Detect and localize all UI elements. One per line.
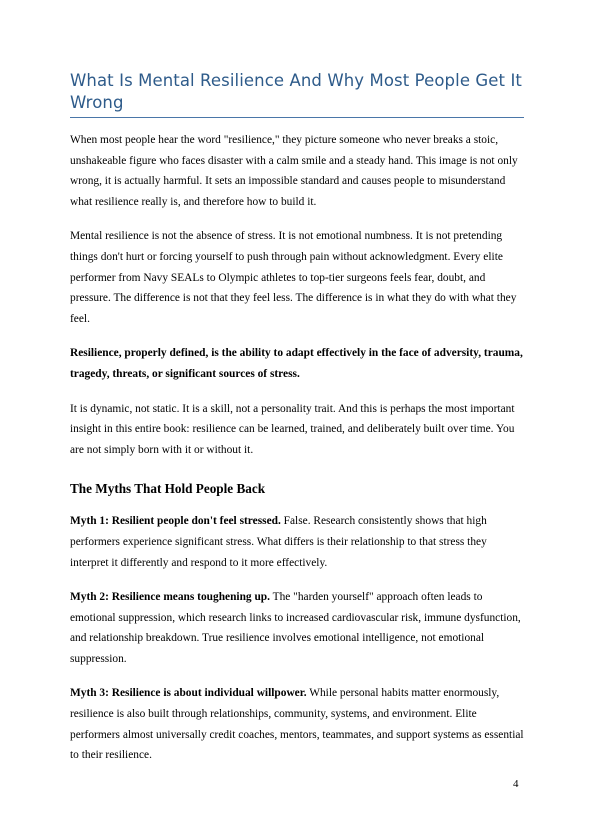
title-underline-rule: [70, 117, 524, 118]
myth-paragraph-1: [70, 511, 526, 573]
myth-2-text: The "harden yourself" approach often leads to emotional suppression, which research links to increased cardiovascular risk, immune dysfunction, and relationship breakdown. True resilience involves emotional intelligence, not emotional suppression.: [70, 591, 521, 665]
myth-1-text: False. Research consistently shows that high performers experience significant stress. What differs is their relationship to that stress they interpret it differently and respond to it more effectively.: [70, 515, 487, 569]
paragraph-not-absence: Mental resilience is not the absence of stress. It is not emotional numbness. It is not pretending things don't hurt or forcing yourself to push through pain without acknowledgment. Every elite performer from Navy SEALs to Olympic athletes to top-tier surgeons feels fear, doubt, and pressure. The difference is not that they feel less. The difference is in what they do with what they feel.: [70, 230, 517, 325]
myth-2-lead: Myth 2: Resilience means toughening up.: [70, 591, 270, 604]
myth-paragraph-2: [70, 587, 526, 669]
paragraph-intro: When most people hear the word "resilience," they picture someone who never breaks a stoic, unshakeable figure who faces disaster with a calm smile and a steady hand. This image is not only wrong, it is actually harmful. It sets an impossible standard and causes people to misunderstand what resilience really is, and therefore how to build it.: [70, 134, 518, 208]
page-number: 4: [513, 778, 519, 790]
myth-1-lead: Myth 1: Resilient people don't feel stressed.: [70, 515, 281, 528]
body-text: [70, 130, 526, 780]
section-heading: The Myths That Hold People Back: [70, 481, 266, 497]
paragraph-dynamic: It is dynamic, not static. It is a skill, not a personality trait. And this is perhaps the most important insight in this entire book: resilience can be learned, trained, and deliberately built over time. You are not simply born with it or without it.: [70, 402, 515, 456]
myth-paragraph-3: [70, 683, 526, 765]
chapter-title: What Is Mental Resilience And Why Most People Get It Wrong: [70, 71, 522, 112]
myth-3-lead: Myth 3: Resilience is about individual willpower.: [70, 687, 307, 700]
myth-3-text: While personal habits matter enormously, resilience is also built through relationships, community, systems, and environment. Elite performers almost universally credit coaches, mentors, teammates, and support systems as essential to their resilience.: [70, 687, 524, 762]
paragraph-definition: Resilience, properly defined, is the ability to adapt effectively in the face of adversity, trauma, tragedy, threats, or significant sources of stress.: [70, 347, 523, 380]
